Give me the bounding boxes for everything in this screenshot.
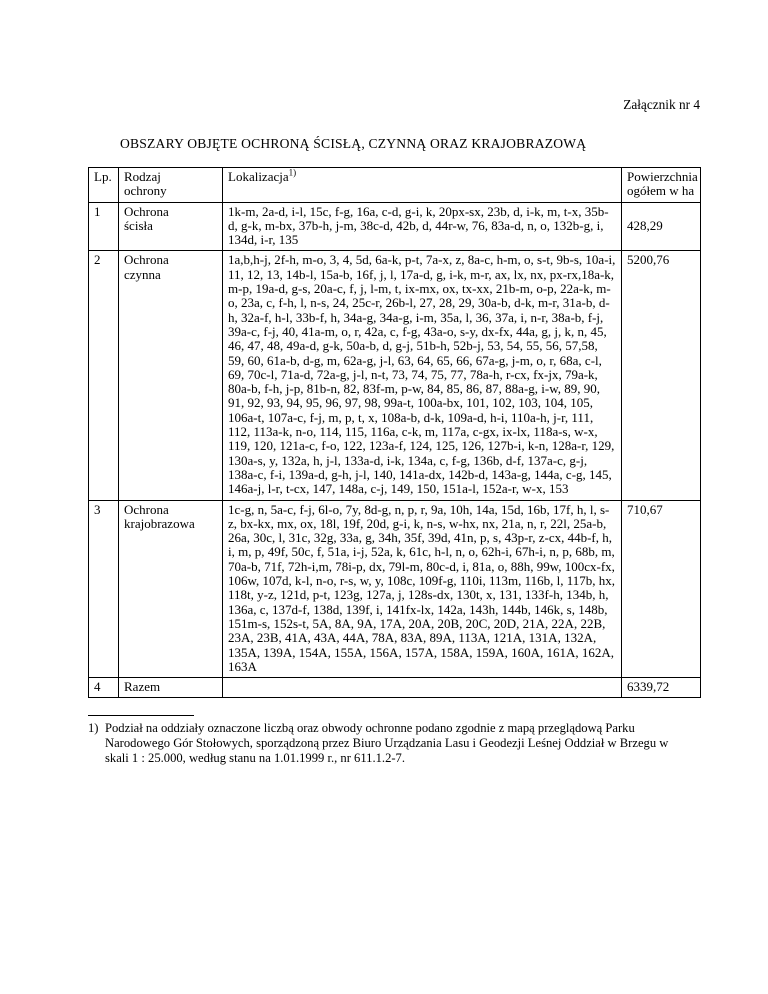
attachment-label: Załącznik nr 4 — [623, 97, 700, 112]
protection-type-cell — [119, 251, 223, 500]
col-header-lp — [89, 168, 119, 203]
lp-cell: 1 — [89, 202, 119, 251]
area-cell: 5200,76 — [622, 251, 701, 500]
localization-cell: 1k-m, 2a-d, i-l, 15c, f-g, 16a, c-d, g-i, k, 20px-sx, 23b, d, i-k, m, t-x, 35b-d, g-k, m-bx, 37b-h, j-m, 38c-d, 42b, d, 44r-w, 76, 83a-d, n, o, 132b-g, i, 134d, i-r, 135 — [223, 202, 622, 251]
lp-cell: 3 — [89, 500, 119, 678]
table-header-row — [89, 168, 701, 203]
area-cell: 710,67 — [622, 500, 701, 678]
table-row — [89, 251, 701, 500]
protection-type-label: Razem — [124, 679, 161, 695]
table-row — [89, 500, 701, 678]
lp-cell: 4 — [89, 678, 119, 698]
protection-type-cell — [119, 202, 223, 251]
localization-cell — [223, 678, 622, 698]
col-header-localization — [223, 168, 622, 203]
protection-type-label: Ochrona ścisła — [124, 203, 169, 233]
protection-type-label: Ochrona krajobrazowa — [124, 501, 195, 531]
col-header-area — [622, 168, 701, 203]
footnote-separator — [88, 715, 194, 716]
footnote-marker: 1) — [88, 721, 99, 736]
protection-type-cell — [119, 678, 223, 698]
col-header-area-label: Powierzchnia ogółem w ha — [627, 169, 698, 199]
lp-cell: 2 — [89, 251, 119, 500]
protection-areas-table — [88, 167, 701, 698]
localization-cell: 1a,b,h-j, 2f-h, m-o, 3, 4, 5d, 6a-k, p-t, 7a-x, z, 8a-c, h-m, o, s-t, 9b-s, 10a-i, 11, 12, 13, 14b-l, 15a-b, 16f, j, l, 17a-d, g, i-k, m-r, ax, lx, nx, px-rx,18a-k, m-p, 19a-d, g-s, 20a-c, f, j, l-m, t, ix-mx, ox, tx-xx, 21b-m, o-p, 22a-k, m-o, 23a, c, f-h, l, n-s, 24, 25c-r, 26b-l, 27, 28, 29, 30a-b, d-k, m-r, 31a-b, d-h, 32a-f, h-l, 33b-f, h, 34a-g, 34a-g, i-m, 35a, l, 36, 37a, i, n-r, 38a-b, f-j, 39a-c, f-j, 40, 41a-m, o, r, 42a, c, f-g, 43a-o, s-y, dx-fx, 44a, g, j, k, n, 45, 46, 47, 48, 49a-d, g-k, 50a-b, d, g-j, 51b-h, 52b-j, 53, 54, 55, 56, 57,58, 59, 60, 61a-b, d-g, m, 62a-g, j-l, 63, 64, 65, 66, 67a-g, j-m, o, r, 68a, c-l, 69, 70c-l, 71a-d, 72a-g, j-l, n-t, 73, 74, 75, 77, 78a-h, r-cx, fx-jx, 79a-k, 80a-b, f-h, j-p, 81b-n, 82, 83f-m, p-w, 84, 85, 86, 87, 88a-g, i-w, 89, 90, 91, 92, 93, 94, 95, 96, 97, 98, 99a-t, 100a-bx, 101, 102, 103, 104, 105, 106a-t, 107a-c, f-j, m, p, t, x, 108a-b, d-k, 109a-d, h-i, 110a-h, j-r, 111, 112, 113a-k, n-o, 114, 115, 116a, c-k, m, 117a, c-gx, ix-lx, 118a-s, w-x, 119, 120, 121a-c, f-o, 122, 123a-f, 124, 125, 126, 127b-i, k-n, 128a-r, 129, 130a-s, y, 132a, h, j-l, 133a-d, i-k, 134a, c, f-g, 136b, d-f, 137a-c, g-j, 138a-c, f-i, 139a-d, g-h, j-l, 140, 141a-dx, 142b-d, 143a-g, 144a, c-g, 145, 146a-j, l-r, t-cx, 147, 148a, c-j, 149, 150, 151a-l, 152a-r, w-x, 153 — [223, 251, 622, 500]
footnote — [88, 721, 700, 766]
page-title: OBSZARY OBJĘTE OCHRONĄ ŚCISŁĄ, CZYNNĄ ORAZ KRAJOBRAZOWĄ — [120, 136, 587, 151]
table-row-total — [89, 678, 701, 698]
localization-cell: 1c-g, n, 5a-c, f-j, 6l-o, 7y, 8d-g, n, p, r, 9a, 10h, 14a, 15d, 16b, 17f, h, l, s-z, bx-kx, mx, ox, 18l, 19f, 20d, g-i, k, n-s, w-hx, nx, 21a, n, r, 22l, 25a-b, 26a, 30c, l, 31c, 32g, 33a, g, 34h, 35f, 39d, 41n, p, s, 43p-r, z-cx, 44b-f, h, i, m, p, 49f, 50c, f, 51a, i-j, 52a, k, 61c, h-l, n, o, 62h-i, 67h-i, n, p, 68b, m, 70a-b, 71f, 72h-i,m, 78i-p, dx, 79l-m, 80c-d, i, 81a, o, 88h, 99w, 100cx-fx, 106w, 107d, k-l, n-o, r-s, w, y, 108c, 109f-g, 110i, 113m, 116b, l, 117b, hx, 118t, y-z, 121d, p-t, 123g, 127a, j, 128s-dx, 130t, x, 131, 133f-h, 134b, h, 136a, c, 137d-f, 138d, 139f, i, 141fx-lx, 142a, 143h, 144b, 146k, s, 148b, 151m-s, 152s-t, 5A, 8A, 9A, 17A, 20A, 20B, 20C, 20D, 21A, 22A, 22B, 23A, 23B, 41A, 43A, 44A, 78A, 83A, 89A, 113A, 121A, 131A, 132A, 135A, 139A, 154A, 155A, 156A, 157A, 158A, 159A, 160A, 161A, 162A, 163A — [223, 500, 622, 678]
col-header-protection-type — [119, 168, 223, 203]
col-header-protection-type-label: Rodzaj ochrony — [124, 169, 167, 199]
col-header-localization-label: Lokalizacja — [228, 169, 289, 184]
footnote-reference: 1) — [288, 167, 297, 178]
area-cell: 428,29 — [622, 202, 701, 251]
protection-type-cell — [119, 500, 223, 678]
protection-type-label: Ochrona czynna — [124, 252, 169, 282]
footnote-text: Podział na oddziały oznaczone liczbą oraz obwody ochronne podano zgodnie z mapą przeglądową Parku Narodowego Gór Stołowych, sporządzoną przez Biuro Urządzania Lasu i Geodezji Leśnej Oddział w Brzegu w skali 1 : 25.000, według stanu na 1.01.1999 r., nr 611.1.2-7. — [105, 721, 669, 766]
table-row — [89, 202, 701, 251]
area-total-cell: 6339,72 — [622, 678, 701, 698]
col-header-lp-label: Lp. — [94, 169, 112, 184]
